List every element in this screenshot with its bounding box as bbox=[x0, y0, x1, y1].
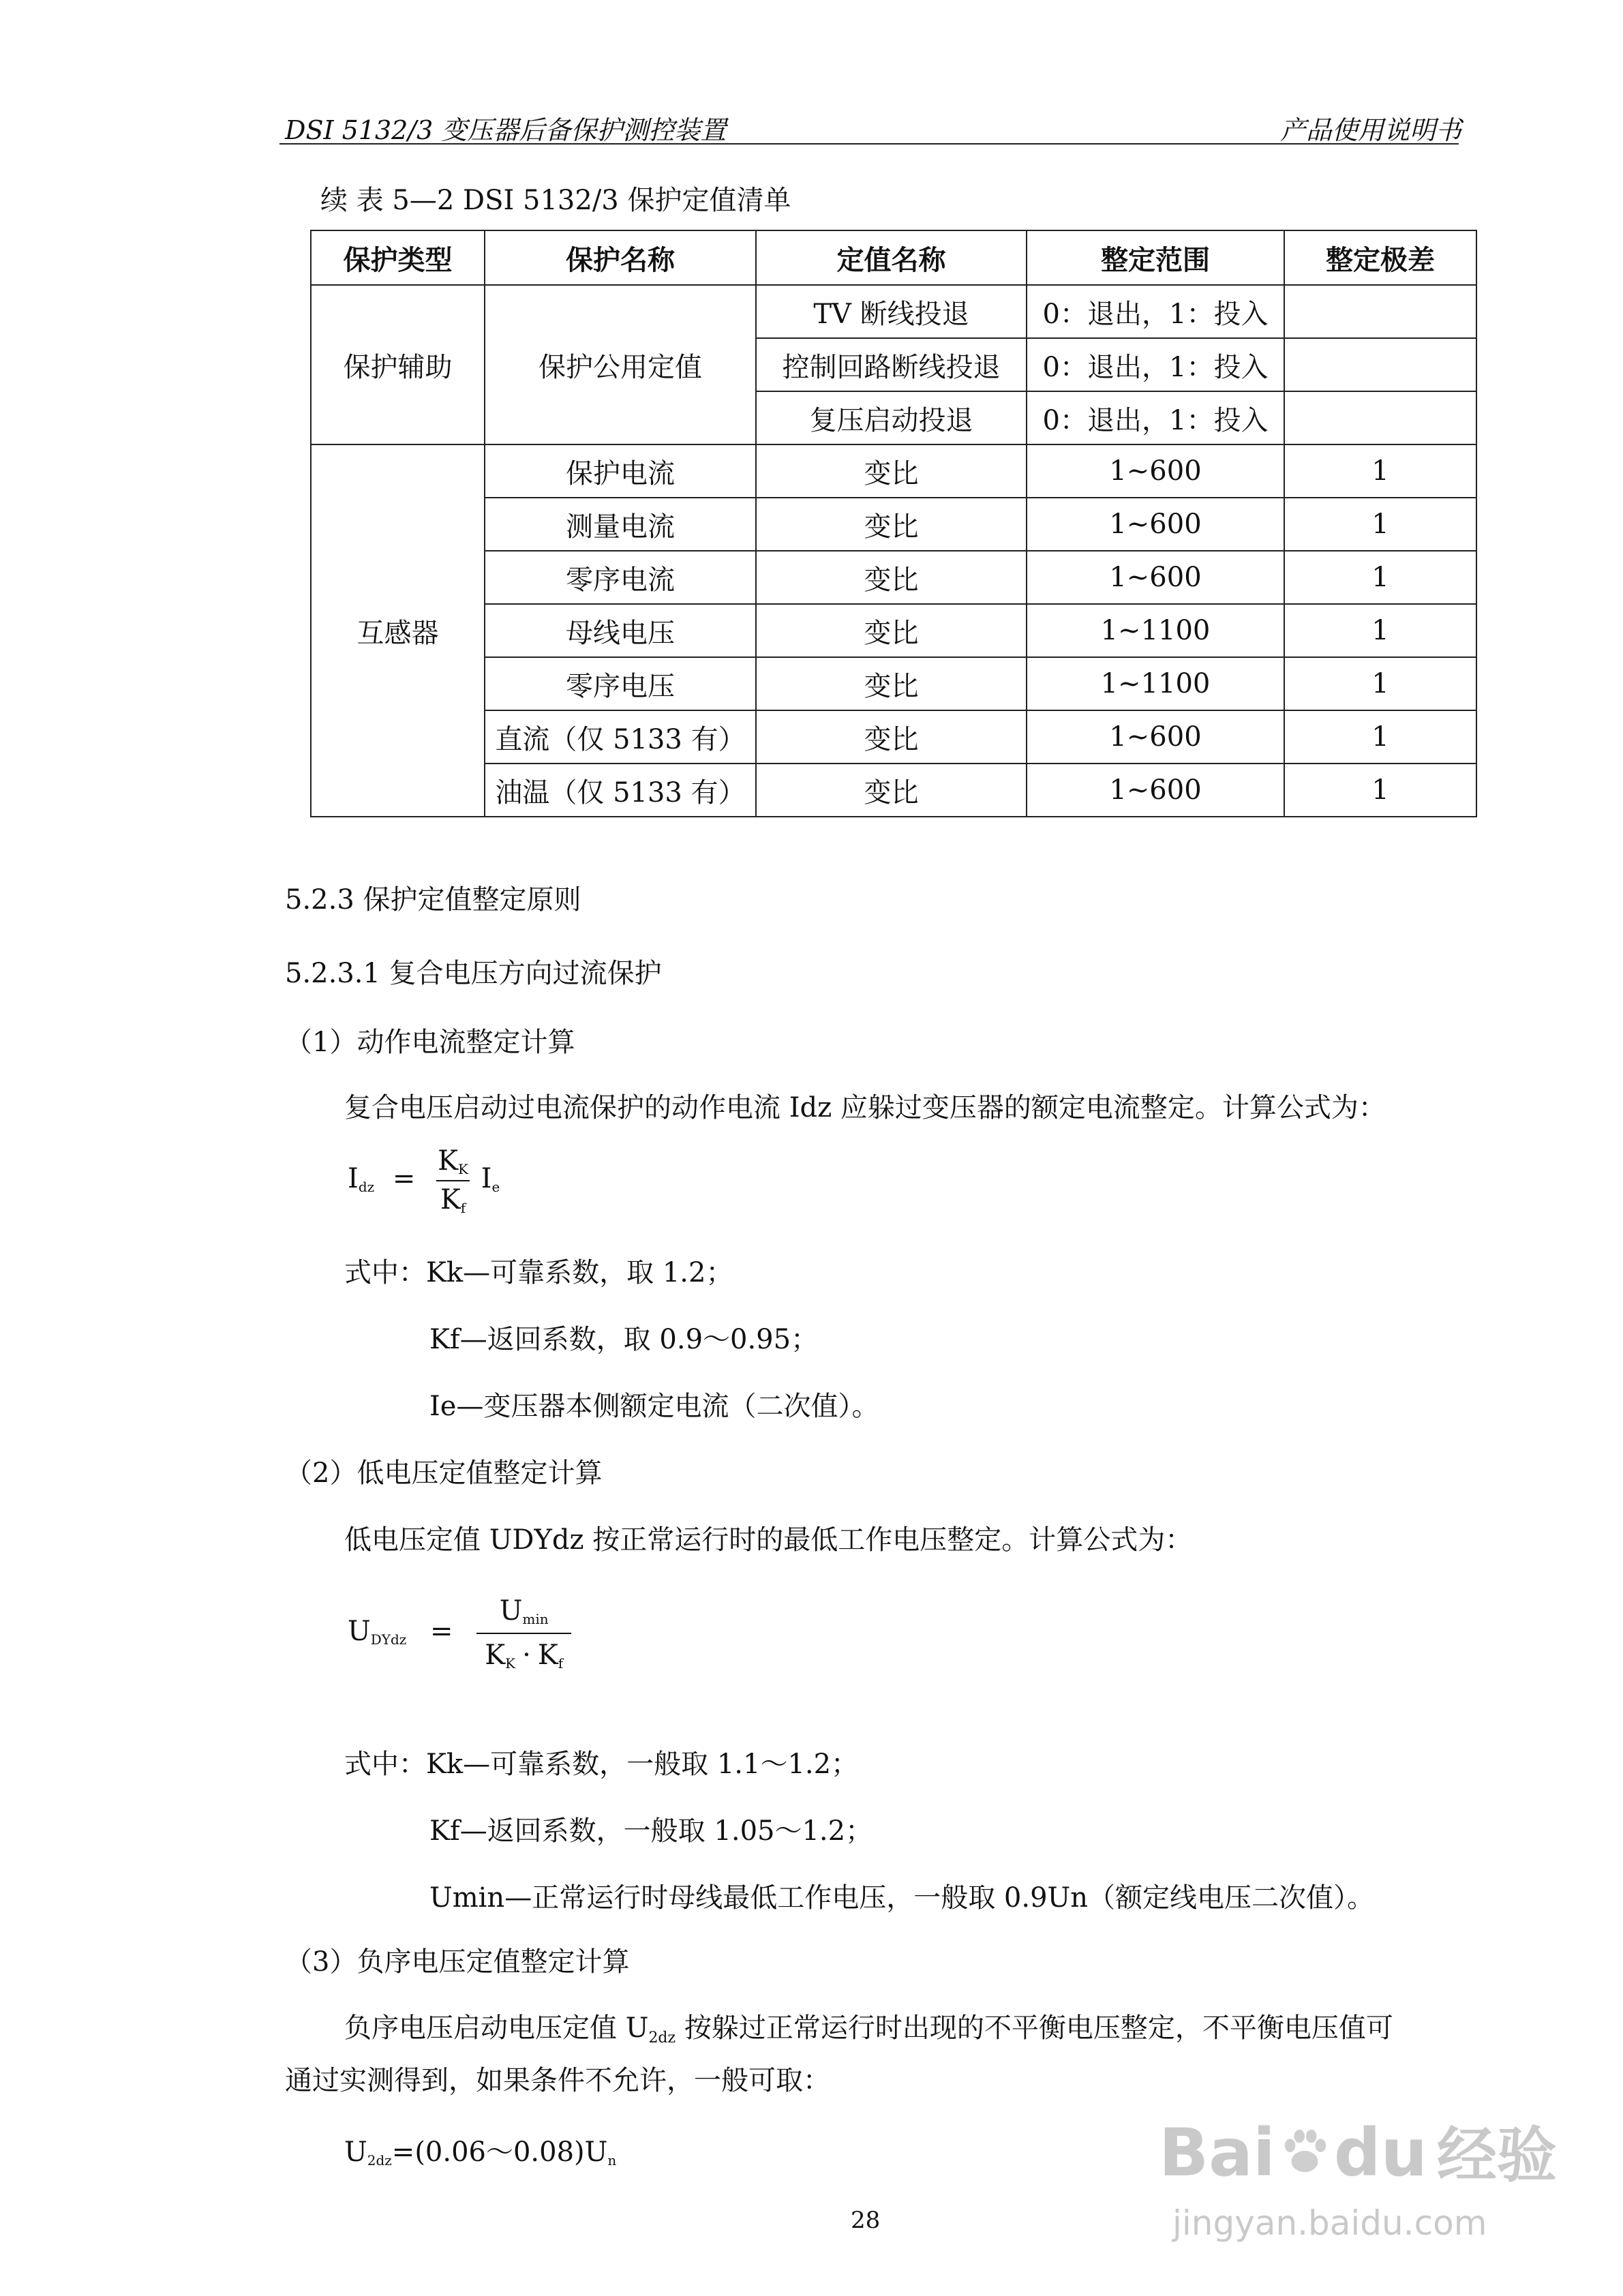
where-kk: 式中：Kk—可靠系数，取 1.2； bbox=[344, 1257, 733, 1288]
column-header: 保护类型 bbox=[311, 230, 485, 285]
baidu-jingyan-watermark bbox=[1159, 2115, 1557, 2243]
page-number: 28 bbox=[851, 2207, 881, 2234]
setting-step-cell: 1 bbox=[1284, 604, 1476, 657]
setting-step-cell: 1 bbox=[1284, 551, 1476, 604]
setting-step-cell: 1 bbox=[1284, 444, 1476, 498]
setting-name-cell: 变比 bbox=[756, 657, 1027, 710]
table-row bbox=[311, 710, 1476, 764]
column-header: 定值名称 bbox=[756, 230, 1027, 285]
setting-range-cell: 1~600 bbox=[1027, 764, 1284, 817]
setting-name-cell: 变比 bbox=[756, 604, 1027, 657]
protection-name-cell: 母线电压 bbox=[485, 604, 756, 657]
where-ie: Ie—变压器本侧额定电流（二次值）。 bbox=[429, 1391, 879, 1422]
formula-udydz: $U_{DYdz}$ = $\frac{U_{min}}{K_K \cdot K_f}$ bbox=[348, 1595, 571, 1672]
protection-name-cell: 油温（仅 5133 有） bbox=[485, 764, 756, 817]
setting-range-cell: 1~1100 bbox=[1027, 604, 1284, 657]
paragraph-operating-current: 复合电压启动过电流保护的动作电流 Idz 应躲过变压器的额定电流整定。计算公式为： bbox=[344, 1092, 1386, 1123]
setting-step-cell bbox=[1284, 285, 1476, 338]
watermark-logo: Bai du 经验 bbox=[1159, 2115, 1557, 2191]
setting-name-cell: 变比 bbox=[756, 764, 1027, 817]
setting-name-cell: 复压启动投退 bbox=[756, 391, 1027, 444]
setting-range-cell: 1~600 bbox=[1027, 498, 1284, 551]
fraction: $\frac{U_{min}}{K_K \cdot K_f}$ bbox=[476, 1595, 571, 1672]
setting-range-cell: 1~600 bbox=[1027, 710, 1284, 764]
subheading-negative-sequence: （3）负序电压定值整定计算 bbox=[285, 1946, 630, 1978]
setting-step-cell: 1 bbox=[1284, 657, 1476, 710]
setting-range-cell: 1~600 bbox=[1027, 551, 1284, 604]
setting-step-cell: 1 bbox=[1284, 498, 1476, 551]
where-kf: Kf—返回系数，一般取 1.05～1.2； bbox=[429, 1815, 873, 1847]
header-rule bbox=[279, 143, 1459, 145]
setting-name-cell: 变比 bbox=[756, 551, 1027, 604]
column-header: 保护名称 bbox=[485, 230, 756, 285]
protection-name-cell: 零序电流 bbox=[485, 551, 756, 604]
formula-u2dz: $U_{2dz}=(0.06\sim 0.08)U_n$ bbox=[344, 2136, 617, 2169]
table-row bbox=[311, 444, 1476, 498]
paragraph-negative-sequence: 负序电压启动电压定值 $U_{2dz}$ 按躲过正常运行时出现的不平衡电压整定，不平衡电压值可 bbox=[344, 2012, 1393, 2046]
setting-name-cell: 控制回路断线投退 bbox=[756, 338, 1027, 391]
subheading-low-voltage: （2）低电压定值整定计算 bbox=[285, 1457, 603, 1489]
fraction: $\frac{K_K}{K_f}$ bbox=[434, 1145, 472, 1216]
setting-step-cell bbox=[1284, 391, 1476, 444]
paragraph-low-voltage: 低电压定值 UDYdz 按正常运行时的最低工作电压整定。计算公式为： bbox=[344, 1524, 1193, 1556]
protection-name-cell: 零序电压 bbox=[485, 657, 756, 710]
table-row bbox=[311, 551, 1476, 604]
protection-name-cell: 直流（仅 5133 有） bbox=[485, 710, 756, 764]
setting-range-cell: 0：退出，1：投入 bbox=[1027, 391, 1284, 444]
section-heading-5-2-3-1: 5.2.3.1 复合电压方向过流保护 bbox=[285, 958, 662, 989]
setting-name-cell: 变比 bbox=[756, 498, 1027, 551]
table-row bbox=[311, 285, 1476, 338]
setting-name-cell: 变比 bbox=[756, 710, 1027, 764]
column-header: 整定范围 bbox=[1027, 230, 1284, 285]
protection-name-cell: 保护公用定值 bbox=[485, 285, 756, 444]
paw-icon bbox=[1278, 2126, 1331, 2179]
where-kf: Kf—返回系数，取 0.9～0.95； bbox=[429, 1324, 819, 1355]
header-doc-type: 产品使用说明书 bbox=[1280, 115, 1462, 145]
paragraph-negative-sequence-cont: 通过实测得到，如果条件不允许，一般可取： bbox=[285, 2065, 830, 2096]
table-row bbox=[311, 657, 1476, 710]
where-kk: 式中：Kk—可靠系数，一般取 1.1～1.2； bbox=[344, 1749, 859, 1780]
protection-name-cell: 保护电流 bbox=[485, 444, 756, 498]
setting-range-cell: 1~1100 bbox=[1027, 657, 1284, 710]
setting-step-cell: 1 bbox=[1284, 710, 1476, 764]
setting-step-cell bbox=[1284, 338, 1476, 391]
column-header: 整定极差 bbox=[1284, 230, 1476, 285]
subheading-operating-current: （1）动作电流整定计算 bbox=[285, 1027, 575, 1058]
setting-step-cell: 1 bbox=[1284, 764, 1476, 817]
protection-name-cell: 测量电流 bbox=[485, 498, 756, 551]
table-row bbox=[311, 604, 1476, 657]
table-row bbox=[311, 498, 1476, 551]
setting-name-cell: TV 断线投退 bbox=[756, 285, 1027, 338]
formula-idz: $I_{dz}$ = $\frac{K_K}{K_f}$ $I_e$ bbox=[348, 1145, 500, 1216]
where-umin: Umin—正常运行时母线最低工作电压，一般取 0.9Un（额定线电压二次值）。 bbox=[429, 1882, 1374, 1914]
protection-type-cell: 保护辅助 bbox=[311, 285, 485, 444]
settings-table bbox=[310, 230, 1477, 817]
table-header-row bbox=[311, 230, 1476, 285]
setting-range-cell: 0：退出，1：投入 bbox=[1027, 338, 1284, 391]
protection-type-cell: 互感器 bbox=[311, 444, 485, 817]
setting-range-cell: 1~600 bbox=[1027, 444, 1284, 498]
header-title: DSI 5132/3 变压器后备保护测控装置 bbox=[285, 115, 727, 145]
section-heading-5-2-3: 5.2.3 保护定值整定原则 bbox=[285, 884, 581, 916]
setting-range-cell: 0：退出，1：投入 bbox=[1027, 285, 1284, 338]
table-caption: 续 表 5—2 DSI 5132/3 保护定值清单 bbox=[320, 185, 791, 216]
setting-name-cell: 变比 bbox=[756, 444, 1027, 498]
watermark-url: jingyan.baidu.com bbox=[1172, 2203, 1487, 2243]
table-row bbox=[311, 764, 1476, 817]
